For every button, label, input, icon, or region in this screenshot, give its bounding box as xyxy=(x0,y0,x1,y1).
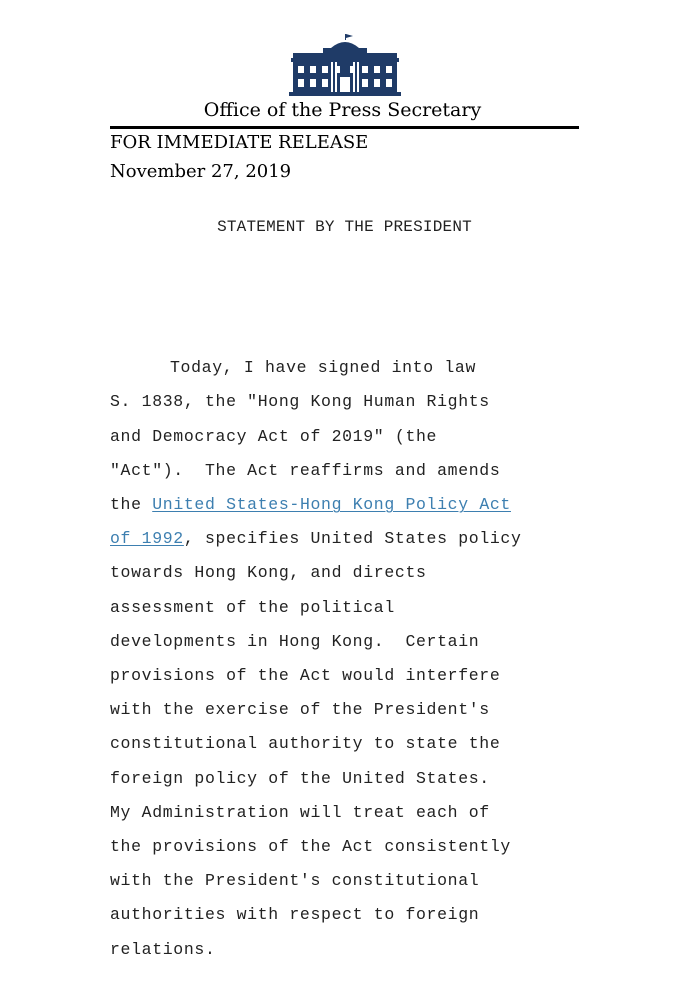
statement-line-2: S. 1838, the "Hong Kong Human Rights xyxy=(110,392,490,412)
statement-line-13: foreign policy of the United States. xyxy=(110,768,490,788)
statement-line-4: "Act"). The Act reaffirms and amends xyxy=(110,460,501,480)
statement-line-3: and Democracy Act of 2019" (the xyxy=(110,426,438,446)
statement-line-5-prefix: the xyxy=(110,495,153,515)
statement-line-7: towards Hong Kong, and directs xyxy=(110,563,427,583)
statement-body xyxy=(110,317,610,1001)
policy-act-link-part-1[interactable]: United States-Hong Kong Policy Act xyxy=(152,495,511,515)
statement-line-8: assessment of the political xyxy=(110,597,395,617)
statement-line-17: authorities with respect to foreign xyxy=(110,905,480,925)
statement-line-16: with the President's constitutional xyxy=(110,871,480,891)
statement-title: STATEMENT BY THE PRESIDENT xyxy=(217,218,472,236)
statement-line-6-suffix: , specifies United States policy xyxy=(183,529,522,549)
statement-line-11: with the exercise of the President's xyxy=(110,700,490,720)
policy-act-link-part-2[interactable]: of 1992 xyxy=(110,529,184,549)
office-title: Office of the Press Secretary xyxy=(203,99,482,121)
release-label: FOR IMMEDIATE RELEASE xyxy=(110,132,369,153)
statement-line-1: Today, I have signed into law xyxy=(170,358,476,378)
statement-line-10: provisions of the Act would interfere xyxy=(110,666,501,686)
statement-line-18: relations. xyxy=(110,939,216,959)
statement-line-14: My Administration will treat each of xyxy=(110,802,490,822)
statement-line-15: the provisions of the Act consistently xyxy=(110,837,511,857)
white-house-icon xyxy=(285,32,405,98)
statement-line-9: developments in Hong Kong. Certain xyxy=(110,631,480,651)
statement-line-12: constitutional authority to state the xyxy=(110,734,501,754)
release-date: November 27, 2019 xyxy=(110,161,292,182)
